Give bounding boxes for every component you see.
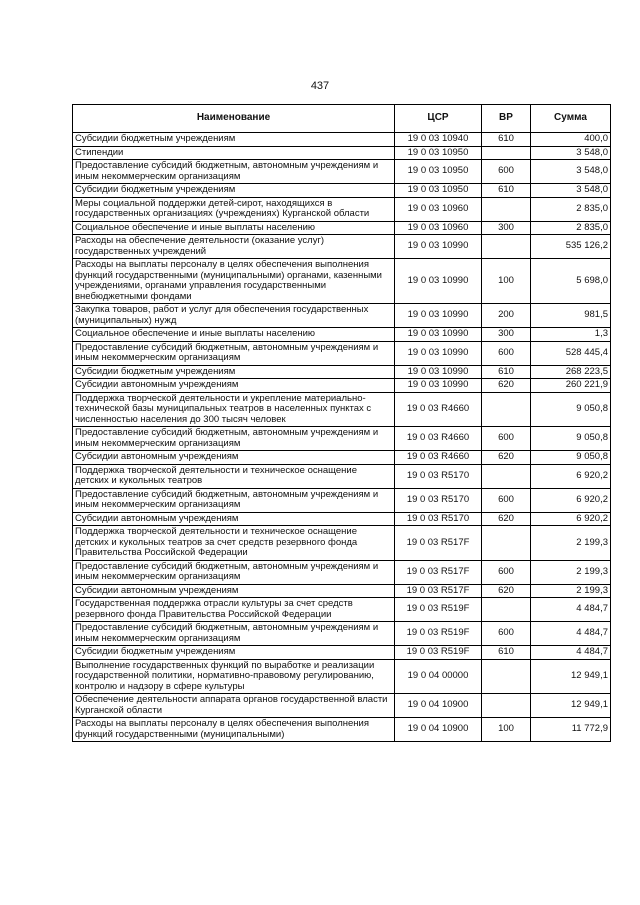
row-vr-cell (482, 659, 531, 694)
row-csr-cell: 19 0 03 R5170 (395, 512, 482, 526)
row-sum-cell: 400,0 (531, 133, 611, 147)
row-vr-cell: 600 (482, 488, 531, 512)
row-sum-cell: 3 548,0 (531, 160, 611, 184)
row-name-cell: Субсидии бюджетным учреждениям (73, 365, 395, 379)
row-sum-cell: 2 199,3 (531, 584, 611, 598)
table-body (73, 133, 611, 742)
row-sum-cell: 2 199,3 (531, 526, 611, 561)
row-sum-cell: 2 835,0 (531, 197, 611, 221)
row-vr-cell: 100 (482, 718, 531, 742)
table-row (73, 646, 611, 660)
table-row (73, 328, 611, 342)
row-vr-cell: 620 (482, 584, 531, 598)
row-vr-cell (482, 235, 531, 259)
row-csr-cell: 19 0 03 R517F (395, 560, 482, 584)
table-row (73, 560, 611, 584)
row-vr-cell (482, 197, 531, 221)
table-row (73, 451, 611, 465)
row-csr-cell: 19 0 03 R519F (395, 646, 482, 660)
row-name-cell: Меры социальной поддержки детей-сирот, находящихся в государственных организациях (учреждениях) Курганской области (73, 197, 395, 221)
row-name-cell: Субсидии автономным учреждениям (73, 451, 395, 465)
row-vr-cell: 600 (482, 341, 531, 365)
row-sum-cell: 981,5 (531, 304, 611, 328)
row-sum-cell: 528 445,4 (531, 341, 611, 365)
header-sum: Сумма (531, 105, 611, 133)
row-name-cell: Субсидии бюджетным учреждениям (73, 133, 395, 147)
row-vr-cell (482, 598, 531, 622)
row-csr-cell: 19 0 03 10990 (395, 341, 482, 365)
row-name-cell: Выполнение государственных функций по выработке и реализации государственной политики, нормативно-правовому регулированию, контролю и надзору в сфере культуры (73, 659, 395, 694)
row-sum-cell: 12 949,1 (531, 659, 611, 694)
row-sum-cell: 4 484,7 (531, 646, 611, 660)
row-csr-cell: 19 0 03 R4660 (395, 427, 482, 451)
row-vr-cell: 600 (482, 560, 531, 584)
row-sum-cell: 5 698,0 (531, 259, 611, 304)
row-vr-cell: 610 (482, 365, 531, 379)
row-csr-cell: 19 0 03 R519F (395, 622, 482, 646)
row-name-cell: Поддержка творческой деятельности и техническое оснащение детских и кукольных театров (73, 464, 395, 488)
row-name-cell: Субсидии автономным учреждениям (73, 584, 395, 598)
table-row (73, 235, 611, 259)
row-name-cell: Расходы на выплаты персоналу в целях обеспечения выполнения функций государственными (муниципальными) органами, казенными учреждениями, органами управления государственными внебюджетными фондами (73, 259, 395, 304)
row-csr-cell: 19 0 03 R517F (395, 584, 482, 598)
table-row (73, 659, 611, 694)
row-vr-cell: 600 (482, 160, 531, 184)
row-sum-cell: 3 548,0 (531, 184, 611, 198)
row-vr-cell: 200 (482, 304, 531, 328)
row-name-cell: Стипендии (73, 146, 395, 160)
row-vr-cell: 610 (482, 184, 531, 198)
table-row (73, 488, 611, 512)
table-row (73, 221, 611, 235)
row-csr-cell: 19 0 03 10950 (395, 146, 482, 160)
table-row (73, 304, 611, 328)
table-row (73, 184, 611, 198)
row-sum-cell: 6 920,2 (531, 464, 611, 488)
row-vr-cell: 300 (482, 221, 531, 235)
row-csr-cell: 19 0 04 10900 (395, 718, 482, 742)
table-row (73, 365, 611, 379)
row-vr-cell: 300 (482, 328, 531, 342)
row-sum-cell: 3 548,0 (531, 146, 611, 160)
header-csr: ЦСР (395, 105, 482, 133)
row-sum-cell: 9 050,8 (531, 451, 611, 465)
row-name-cell: Обеспечение деятельности аппарата органов государственной власти Курганской области (73, 694, 395, 718)
row-name-cell: Субсидии бюджетным учреждениям (73, 646, 395, 660)
row-vr-cell (482, 526, 531, 561)
row-vr-cell (482, 694, 531, 718)
row-sum-cell: 2 199,3 (531, 560, 611, 584)
row-sum-cell: 4 484,7 (531, 622, 611, 646)
row-csr-cell: 19 0 03 10990 (395, 379, 482, 393)
row-vr-cell: 600 (482, 622, 531, 646)
row-name-cell: Предоставление субсидий бюджетным, автономным учреждениям и иным некоммерческим организациям (73, 341, 395, 365)
table-row (73, 512, 611, 526)
row-sum-cell: 12 949,1 (531, 694, 611, 718)
table-row (73, 464, 611, 488)
header-name: Наименование (73, 105, 395, 133)
table-row (73, 694, 611, 718)
row-csr-cell: 19 0 03 10950 (395, 160, 482, 184)
row-sum-cell: 260 221,9 (531, 379, 611, 393)
row-sum-cell: 9 050,8 (531, 427, 611, 451)
table-row (73, 427, 611, 451)
table-row (73, 379, 611, 393)
table-row (73, 133, 611, 147)
row-name-cell: Расходы на обеспечение деятельности (оказание услуг) государственных учреждений (73, 235, 395, 259)
row-csr-cell: 19 0 03 10960 (395, 221, 482, 235)
budget-table (72, 104, 611, 742)
table-row (73, 598, 611, 622)
row-name-cell: Предоставление субсидий бюджетным, автономным учреждениям и иным некоммерческим организациям (73, 560, 395, 584)
table-row (73, 584, 611, 598)
row-sum-cell: 9 050,8 (531, 392, 611, 427)
row-csr-cell: 19 0 04 00000 (395, 659, 482, 694)
row-name-cell: Субсидии автономным учреждениям (73, 512, 395, 526)
row-name-cell: Государственная поддержка отрасли культуры за счет средств резервного фонда Правительства Российской Федерации (73, 598, 395, 622)
row-name-cell: Поддержка творческой деятельности и техническое оснащение детских и кукольных театров за счет средств резервного фонда Правительства Российской Федерации (73, 526, 395, 561)
row-vr-cell: 600 (482, 427, 531, 451)
table-row (73, 146, 611, 160)
row-vr-cell (482, 392, 531, 427)
row-name-cell: Предоставление субсидий бюджетным, автономным учреждениям и иным некоммерческим организациям (73, 488, 395, 512)
row-csr-cell: 19 0 03 10960 (395, 197, 482, 221)
row-name-cell: Субсидии автономным учреждениям (73, 379, 395, 393)
row-name-cell: Социальное обеспечение и иные выплаты населению (73, 221, 395, 235)
table-row (73, 718, 611, 742)
row-sum-cell: 11 772,9 (531, 718, 611, 742)
row-sum-cell: 268 223,5 (531, 365, 611, 379)
table-header-row (73, 105, 611, 133)
row-sum-cell: 6 920,2 (531, 488, 611, 512)
row-sum-cell: 535 126,2 (531, 235, 611, 259)
row-sum-cell: 2 835,0 (531, 221, 611, 235)
row-vr-cell: 610 (482, 646, 531, 660)
row-vr-cell (482, 146, 531, 160)
row-sum-cell: 4 484,7 (531, 598, 611, 622)
row-csr-cell: 19 0 03 10940 (395, 133, 482, 147)
table-row (73, 160, 611, 184)
row-vr-cell: 620 (482, 512, 531, 526)
row-sum-cell: 1,3 (531, 328, 611, 342)
row-csr-cell: 19 0 03 10950 (395, 184, 482, 198)
row-vr-cell: 100 (482, 259, 531, 304)
row-vr-cell: 620 (482, 379, 531, 393)
row-name-cell: Предоставление субсидий бюджетным, автономным учреждениям и иным некоммерческим организациям (73, 622, 395, 646)
row-csr-cell: 19 0 03 R5170 (395, 488, 482, 512)
row-name-cell: Предоставление субсидий бюджетным, автономным учреждениям и иным некоммерческим организациям (73, 427, 395, 451)
row-csr-cell: 19 0 03 10990 (395, 365, 482, 379)
row-vr-cell: 620 (482, 451, 531, 465)
row-csr-cell: 19 0 03 R4660 (395, 392, 482, 427)
row-csr-cell: 19 0 03 10990 (395, 235, 482, 259)
table-row (73, 197, 611, 221)
row-csr-cell: 19 0 03 R4660 (395, 451, 482, 465)
page-number: 437 (310, 80, 330, 92)
row-name-cell: Закупка товаров, работ и услуг для обеспечения государственных (муниципальных) нужд (73, 304, 395, 328)
table-row (73, 341, 611, 365)
row-csr-cell: 19 0 03 R517F (395, 526, 482, 561)
row-csr-cell: 19 0 03 R5170 (395, 464, 482, 488)
table-row (73, 526, 611, 561)
table-row (73, 622, 611, 646)
row-name-cell: Субсидии бюджетным учреждениям (73, 184, 395, 198)
row-csr-cell: 19 0 03 R519F (395, 598, 482, 622)
row-csr-cell: 19 0 03 10990 (395, 328, 482, 342)
row-name-cell: Социальное обеспечение и иные выплаты населению (73, 328, 395, 342)
row-name-cell: Предоставление субсидий бюджетным, автономным учреждениям и иным некоммерческим организациям (73, 160, 395, 184)
row-sum-cell: 6 920,2 (531, 512, 611, 526)
table-row (73, 392, 611, 427)
row-name-cell: Поддержка творческой деятельности и укрепление материально-технической базы муниципальных театров в населенных пунктах с численностью населения до 300 тысяч человек (73, 392, 395, 427)
table-row (73, 259, 611, 304)
row-csr-cell: 19 0 03 10990 (395, 304, 482, 328)
row-name-cell: Расходы на выплаты персоналу в целях обеспечения выполнения функций государственными (муниципальными) (73, 718, 395, 742)
row-vr-cell: 610 (482, 133, 531, 147)
row-vr-cell (482, 464, 531, 488)
header-vr: ВР (482, 105, 531, 133)
row-csr-cell: 19 0 03 10990 (395, 259, 482, 304)
row-csr-cell: 19 0 04 10900 (395, 694, 482, 718)
